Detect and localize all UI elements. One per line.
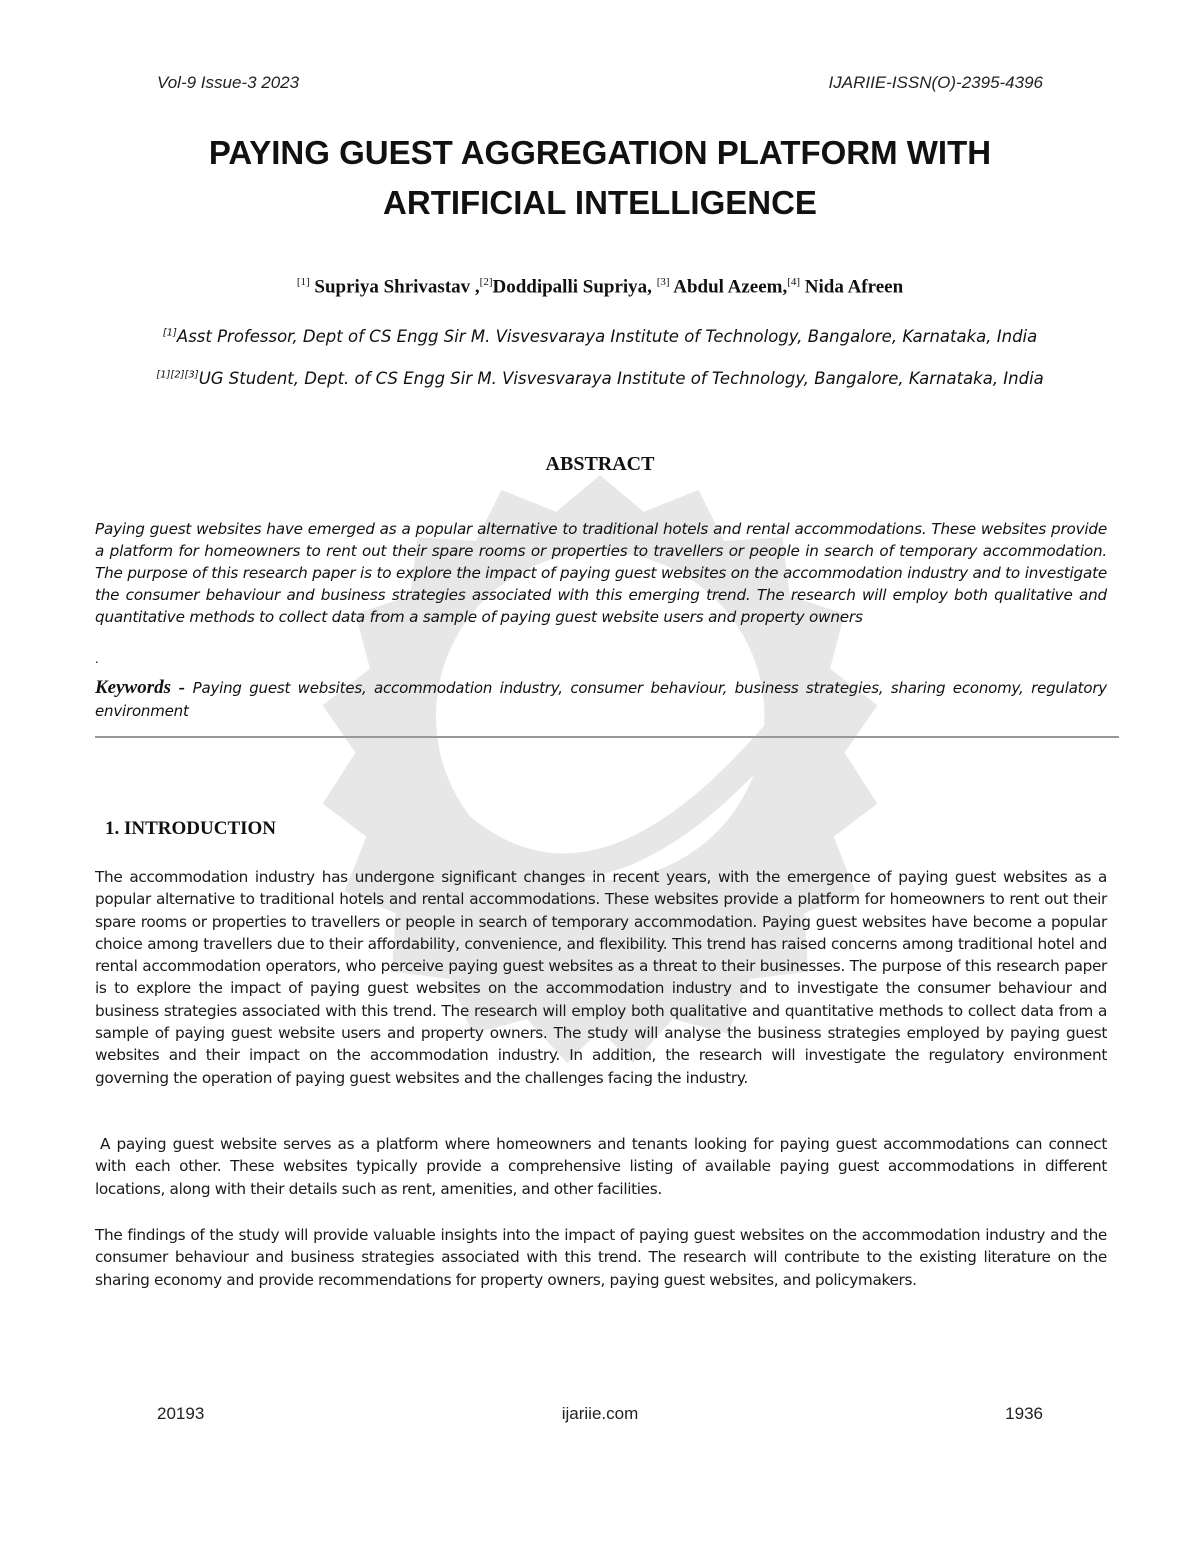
footer-paper-id: 20193 bbox=[157, 1404, 205, 1423]
affiliation-mark: [1] bbox=[162, 327, 177, 339]
affiliation-text: Asst Professor, Dept of CS Engg Sir M. Visvesvaraya Institute of Technology, Bangalore, Karnataka, India bbox=[176, 327, 1038, 346]
section-divider bbox=[95, 736, 1119, 738]
paper-title bbox=[100, 128, 1100, 228]
abstract-text: Paying guest websites have emerged as a popular alternative to traditional hotels and rental accommodations. These websites provide a platform for homeowners to rent out their spare rooms or properties to travellers or people in search of temporary accommodation. The purpose of this research paper is to explore the impact of paying guest websites on the accommodation industry and to investigate the consumer behaviour and business strategies associated with this emerging trend. The research will employ both qualitative and quantitative methods to collect data from a sample of paying guest website users and property owners bbox=[95, 520, 1107, 626]
introduction-paragraph-2: A paying guest website serves as a platform where homeowners and tenants looking for paying guest accommodations can connect with each other. These websites typically provide a comprehensive listing of available paying guest accommodations in different locations, along with their details such as rent, amenities, and other facilities. bbox=[95, 1135, 1107, 1198]
affiliation-2 bbox=[60, 369, 1140, 388]
introduction-paragraph-3: The findings of the study will provide valuable insights into the impact of paying guest websites on the accommodation industry and the consumer behaviour and business strategies associated with this trend. The research will contribute to the existing literature on the sharing economy and provide recommendations for property owners, paying guest websites, and policymakers. bbox=[95, 1226, 1107, 1289]
introduction-paragraph-1: The accommodation industry has undergone significant changes in recent years, with the emergence of paying guest websites as a popular alternative to traditional hotels and rental accommodations. These websites provide a platform for homeowners to rent out their spare rooms or properties to travellers or people in search of temporary accommodation. Paying guest websites have become a popular choice among travellers due to their affordability, convenience, and flexibility. This trend has raised concerns among traditional hotel and rental accommodation operators, who perceive paying guest websites as a threat to their businesses. The purpose of this research paper is to explore the impact of paying guest websites on the accommodation industry and to investigate the consumer behaviour and business strategies associated with this trend. The research will employ both qualitative and quantitative methods to collect data from a sample of paying guest website users and property owners. The study will analyse the business strategies employed by paying guest websites and their impact on the accommodation industry. In addition, the research will investigate the regulatory environment governing the operation of paying guest websites and the challenges facing the industry. bbox=[95, 868, 1107, 1087]
author-list bbox=[100, 276, 1100, 298]
keywords-text: Paying guest websites, accommodation industry, consumer behaviour, business strategies, sharing economy, regulatory environment bbox=[95, 679, 1107, 720]
running-header-issn: IJARIIE-ISSN(O)-2395-4396 bbox=[828, 73, 1043, 92]
abstract-heading: ABSTRACT bbox=[545, 453, 655, 475]
keywords-block bbox=[95, 677, 1107, 723]
running-header-volume: Vol-9 Issue-3 2023 bbox=[157, 73, 300, 92]
author-mark: [1] bbox=[296, 276, 310, 288]
footer-website: ijariie.com bbox=[561, 1404, 639, 1423]
affiliation-1 bbox=[60, 327, 1140, 346]
author-name: Supriya Shrivastav , bbox=[314, 276, 480, 298]
paper-title-line-1: PAYING GUEST AGGREGATION PLATFORM WITH bbox=[208, 134, 992, 171]
paper-title-line-2: ARTIFICIAL INTELLIGENCE bbox=[383, 184, 817, 221]
affiliation-text: UG Student, Dept. of CS Engg Sir M. Visvesvaraya Institute of Technology, Bangalore, Karnataka, India bbox=[198, 369, 1044, 388]
author-name: Nida Afreen bbox=[804, 276, 904, 298]
stray-dot: . bbox=[95, 652, 99, 667]
author-name: Doddipalli Supriya, bbox=[492, 276, 652, 298]
author-mark: [3] bbox=[656, 276, 670, 288]
affiliation-mark: [1][2][3] bbox=[156, 369, 199, 381]
keywords-label: Keywords - bbox=[95, 677, 193, 698]
author-name: Abdul Azeem, bbox=[673, 276, 788, 298]
author-mark: [2] bbox=[479, 276, 493, 288]
author-mark: [4] bbox=[787, 276, 801, 288]
introduction-heading: 1. INTRODUCTION bbox=[105, 818, 277, 839]
footer-page-number: 1936 bbox=[1005, 1404, 1043, 1423]
